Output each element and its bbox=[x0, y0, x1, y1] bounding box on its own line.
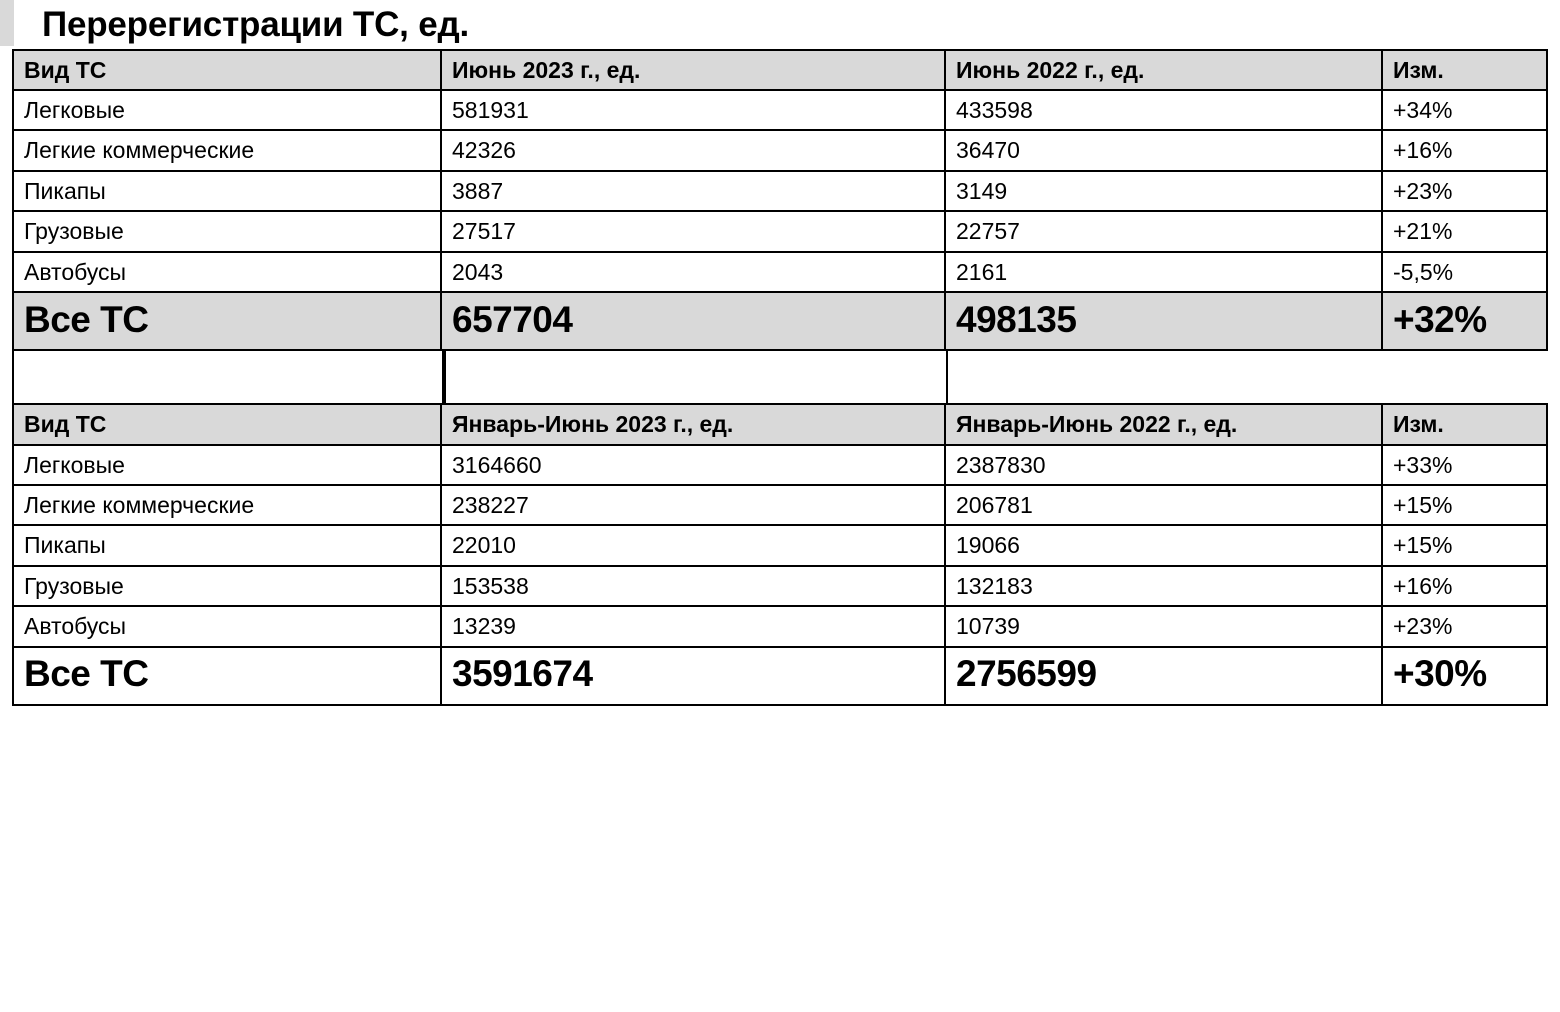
table-row bbox=[13, 445, 1547, 485]
cell-vehicle-type: Пикапы bbox=[13, 525, 441, 565]
header-vehicle-type: Вид ТС bbox=[13, 50, 441, 90]
cell-change-value: +16% bbox=[1382, 566, 1547, 606]
cell-current-value: 27517 bbox=[441, 211, 945, 251]
cell-current-value: 42326 bbox=[441, 130, 945, 170]
table-halfyear bbox=[12, 403, 1548, 706]
cell-current-value: 2043 bbox=[441, 252, 945, 292]
total-label: Все ТС bbox=[13, 292, 441, 350]
table-total-row bbox=[13, 292, 1547, 350]
table-row bbox=[13, 606, 1547, 646]
cell-vehicle-type: Автобусы bbox=[13, 252, 441, 292]
table-row bbox=[13, 252, 1547, 292]
cell-previous-value: 433598 bbox=[945, 90, 1382, 130]
page-title: Перерегистрации ТС, ед. bbox=[42, 5, 470, 44]
total-change-value: +30% bbox=[1382, 647, 1547, 705]
table-row bbox=[13, 90, 1547, 130]
table-row bbox=[13, 130, 1547, 170]
header-previous-period: Январь-Июнь 2022 г., ед. bbox=[945, 404, 1382, 444]
cell-change-value: -5,5% bbox=[1382, 252, 1547, 292]
gap-segment-left bbox=[12, 351, 444, 403]
table-row bbox=[13, 211, 1547, 251]
cell-vehicle-type: Легковые bbox=[13, 445, 441, 485]
table-gap bbox=[12, 351, 1546, 403]
cell-change-value: +23% bbox=[1382, 606, 1547, 646]
table-row bbox=[13, 525, 1547, 565]
cell-previous-value: 19066 bbox=[945, 525, 1382, 565]
cell-current-value: 581931 bbox=[441, 90, 945, 130]
header-change: Изм. bbox=[1382, 50, 1547, 90]
header-vehicle-type: Вид ТС bbox=[13, 404, 441, 444]
table-month bbox=[12, 49, 1548, 352]
cell-vehicle-type: Легковые bbox=[13, 90, 441, 130]
table-row bbox=[13, 566, 1547, 606]
cell-change-value: +15% bbox=[1382, 485, 1547, 525]
total-current-value: 657704 bbox=[441, 292, 945, 350]
cell-previous-value: 206781 bbox=[945, 485, 1382, 525]
cell-change-value: +33% bbox=[1382, 445, 1547, 485]
cell-previous-value: 36470 bbox=[945, 130, 1382, 170]
total-previous-value: 2756599 bbox=[945, 647, 1382, 705]
header-previous-period: Июнь 2022 г., ед. bbox=[945, 50, 1382, 90]
cell-change-value: +34% bbox=[1382, 90, 1547, 130]
table-header-row bbox=[13, 50, 1547, 90]
cell-current-value: 22010 bbox=[441, 525, 945, 565]
cell-current-value: 153538 bbox=[441, 566, 945, 606]
table-row bbox=[13, 485, 1547, 525]
cell-vehicle-type: Пикапы bbox=[13, 171, 441, 211]
cell-current-value: 3887 bbox=[441, 171, 945, 211]
cell-change-value: +15% bbox=[1382, 525, 1547, 565]
header-current-period: Январь-Июнь 2023 г., ед. bbox=[441, 404, 945, 444]
cell-change-value: +16% bbox=[1382, 130, 1547, 170]
total-previous-value: 498135 bbox=[945, 292, 1382, 350]
cell-previous-value: 10739 bbox=[945, 606, 1382, 646]
cell-previous-value: 22757 bbox=[945, 211, 1382, 251]
cell-current-value: 13239 bbox=[441, 606, 945, 646]
header-current-period: Июнь 2023 г., ед. bbox=[441, 50, 945, 90]
cell-vehicle-type: Легкие коммерческие bbox=[13, 485, 441, 525]
cell-current-value: 3164660 bbox=[441, 445, 945, 485]
cell-change-value: +23% bbox=[1382, 171, 1547, 211]
cell-vehicle-type: Грузовые bbox=[13, 566, 441, 606]
table-total-row bbox=[13, 647, 1547, 705]
cell-vehicle-type: Легкие коммерческие bbox=[13, 130, 441, 170]
cell-change-value: +21% bbox=[1382, 211, 1547, 251]
total-current-value: 3591674 bbox=[441, 647, 945, 705]
cell-previous-value: 3149 bbox=[945, 171, 1382, 211]
header-change: Изм. bbox=[1382, 404, 1547, 444]
table-row bbox=[13, 171, 1547, 211]
cell-current-value: 238227 bbox=[441, 485, 945, 525]
left-edge-marker bbox=[0, 0, 14, 46]
cell-previous-value: 2161 bbox=[945, 252, 1382, 292]
table-header-row bbox=[13, 404, 1547, 444]
cell-vehicle-type: Автобусы bbox=[13, 606, 441, 646]
cell-previous-value: 132183 bbox=[945, 566, 1382, 606]
total-change-value: +32% bbox=[1382, 292, 1547, 350]
cell-previous-value: 2387830 bbox=[945, 445, 1382, 485]
gap-segment-middle bbox=[444, 351, 948, 403]
cell-vehicle-type: Грузовые bbox=[13, 211, 441, 251]
total-label: Все ТС bbox=[13, 647, 441, 705]
